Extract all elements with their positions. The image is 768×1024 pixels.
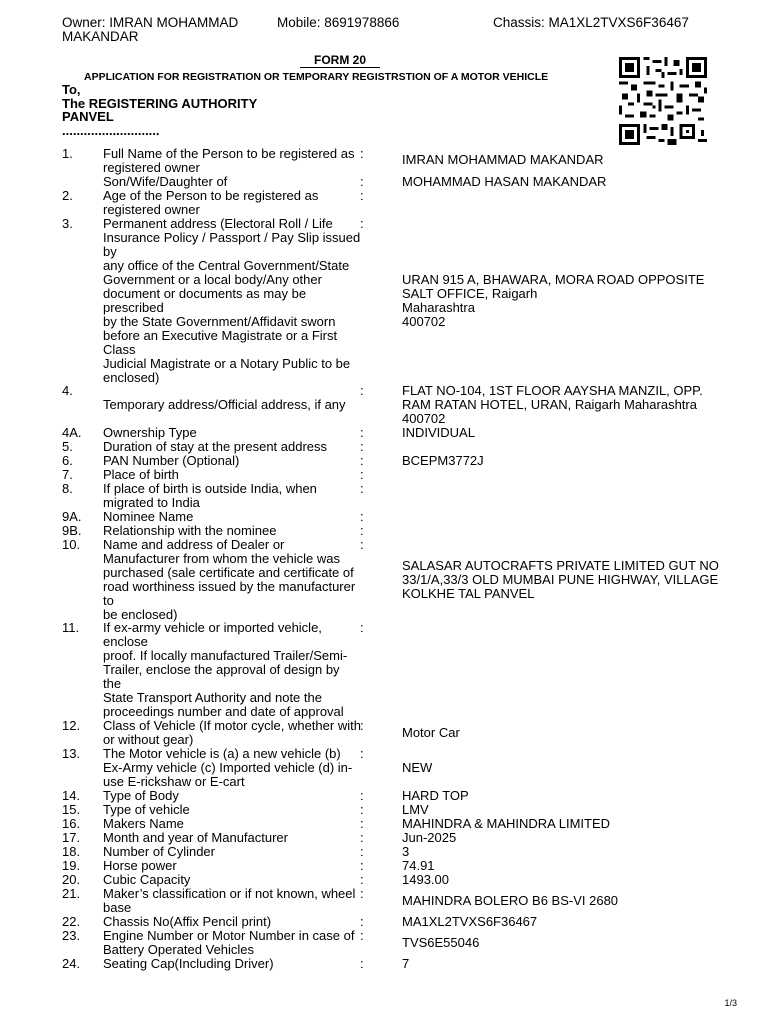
row-colon: : (360, 928, 364, 943)
row-label: Seating Cap(Including Driver) (103, 956, 274, 971)
row-number: 2. (62, 188, 73, 203)
row-number: 21. (62, 886, 81, 901)
row-label: If place of birth is outside India, when migrated to India (103, 481, 317, 510)
row-number: 6. (62, 453, 73, 468)
row-value: 3 (402, 844, 410, 859)
row-number: 16. (62, 816, 81, 831)
row-label: Makers Name (103, 816, 184, 831)
row-colon: : (360, 537, 364, 552)
form-subtitle: APPLICATION FOR REGISTRATION OR TEMPORARY REGISTRSTION OF A MOTOR VEHICLE (84, 71, 549, 83)
row-label: Place of birth (103, 467, 179, 482)
row-colon: : (360, 844, 364, 859)
row-number: 12. (62, 718, 81, 733)
row-label: Horse power (103, 858, 177, 873)
row-label: Relationship with the nominee (103, 523, 277, 538)
row-value: 7 (402, 956, 410, 971)
row-number: 8. (62, 481, 73, 496)
mobile-header: Mobile: 8691978866 (277, 15, 400, 30)
form-title: FORM 20 (300, 53, 380, 68)
chassis-header: Chassis: MA1XL2TVXS6F36467 (493, 15, 689, 30)
row-label: Chassis No(Affix Pencil print) (103, 914, 272, 929)
row-colon: : (360, 788, 364, 803)
addressee-authority: The REGISTERING AUTHORITY (62, 95, 258, 111)
row-value: FLAT NO-104, 1ST FLOOR AAYSHA MANZIL, OPP. RAM RATAN HOTEL, URAN, Raigarh Maharashtra 400702 (402, 383, 703, 426)
page-number: 1/3 (724, 998, 737, 1008)
row-value: MAHINDRA & MAHINDRA LIMITED (402, 816, 611, 831)
row-number: 9A. (62, 509, 82, 524)
row-label: Temporary address/Official address, if any (103, 397, 346, 412)
row-label: Type of vehicle (103, 802, 190, 817)
row-colon: : (360, 146, 364, 161)
row-value: 1493.00 (402, 872, 449, 887)
row-value: 74.91 (402, 858, 435, 873)
row-colon: : (360, 453, 364, 468)
row-number: 15. (62, 802, 81, 817)
row-number: 4. (62, 383, 73, 398)
addressee-place: PANVEL (62, 109, 114, 124)
row-label: Type of Body (103, 788, 179, 803)
row-value: NEW (402, 760, 433, 775)
row-colon: : (360, 383, 364, 398)
row-colon: : (360, 467, 364, 482)
row-value: TVS6E55046 (402, 935, 480, 950)
row-colon: : (360, 830, 364, 845)
row-number: 14. (62, 788, 81, 803)
addressee-to: To, (62, 82, 81, 97)
row-number: 18. (62, 844, 81, 859)
row-value: LMV (402, 802, 429, 817)
row-colon: : (360, 425, 364, 440)
row-colon: : (360, 523, 364, 538)
row-label: Permanent address (Electoral Roll / Life Insurance Policy / Passport / Pay Slip issued by any office of the Central Government/State Government or a local body/Any other document or documents as may be prescribed by the State Government/Affidavit sworn before an Executive Magistrate or a First Class Judicial Magistrate or a Notary Public to be enclosed) (103, 216, 361, 385)
qr-code-icon (617, 57, 709, 145)
row-number: 22. (62, 914, 81, 929)
row-number: 3. (62, 216, 73, 231)
row-label: Nominee Name (103, 509, 194, 524)
row-value: MOHAMMAD HASAN MAKANDAR (402, 174, 607, 189)
row-value: BCEPM3772J (402, 453, 484, 468)
row-number: 5. (62, 439, 73, 454)
row-colon: : (360, 956, 364, 971)
row-label: Month and year of Manufacturer (103, 830, 288, 845)
row-label: Cubic Capacity (103, 872, 191, 887)
row-value: Jun-2025 (402, 830, 457, 845)
row-number: 10. (62, 537, 81, 552)
row-number: 11. (62, 620, 80, 635)
row-value: MA1XL2TVXS6F36467 (402, 914, 538, 929)
row-number: 24. (62, 956, 81, 971)
row-label: Engine Number or Motor Number in case of Battery Operated Vehicles (103, 928, 355, 957)
addressee (62, 83, 257, 137)
row-colon: : (360, 509, 364, 524)
row-label: Full Name of the Person to be registered as registered owner (103, 146, 355, 175)
row-value: IMRAN MOHAMMAD MAKANDAR (402, 152, 604, 167)
row-value: URAN 915 A, BHAWARA, MORA ROAD OPPOSITE SALT OFFICE, Raigarh Maharashtra 400702 (402, 272, 705, 329)
row-colon: : (360, 914, 364, 929)
row-value: Motor Car (402, 725, 460, 740)
row-label: Number of Cylinder (103, 844, 215, 859)
row-colon: : (360, 872, 364, 887)
row-label: Maker’s classification or if not known, wheel base (103, 886, 356, 915)
row-value: MAHINDRA BOLERO B6 BS-VI 2680 (402, 893, 619, 908)
row-colon: : (360, 746, 364, 761)
row-colon: : (360, 718, 364, 733)
row-label: Age of the Person to be registered as registered owner (103, 188, 319, 217)
row-colon: : (360, 439, 364, 454)
row-label: If ex-army vehicle or imported vehicle, enclose proof. If locally manufactured Trailer/Semi-Trailer, enclose the approval of design by the State Transport Authority and note the proceedings number and date of approval (103, 620, 348, 719)
owner-header: Owner: IMRAN MOHAMMAD MAKANDAR (62, 15, 239, 44)
row-number: 1. (62, 146, 73, 161)
row-colon: : (360, 858, 364, 873)
row-label: The Motor vehicle is (a) a new vehicle (b) Ex-Army vehicle (c) Imported vehicle (d) in-use E-rickshaw or E-cart (103, 746, 353, 789)
row-label: PAN Number (Optional) (103, 453, 240, 468)
row-colon: : (360, 802, 364, 817)
row-colon: : (360, 481, 364, 496)
row-number: 4A. (62, 425, 82, 440)
row-number: 23. (62, 928, 81, 943)
row-label: Ownership Type (103, 425, 197, 440)
row-label: Son/Wife/Daughter of (103, 174, 228, 189)
row-value: SALASAR AUTOCRAFTS PRIVATE LIMITED GUT NO 33/1/A,33/3 OLD MUMBAI PUNE HIGHWAY, VILLAGE KOLKHE TAL PANVEL (402, 558, 719, 601)
row-label: Duration of stay at the present address (103, 439, 328, 454)
row-number: 13. (62, 746, 81, 761)
addressee-dots: ........................... (62, 122, 160, 138)
row-colon: : (360, 886, 364, 901)
row-number: 17. (62, 830, 81, 845)
row-number: 19. (62, 858, 81, 873)
row-colon: : (360, 620, 364, 635)
row-number: 20. (62, 872, 81, 887)
row-colon: : (360, 816, 364, 831)
row-colon: : (360, 216, 364, 231)
row-label: Class of Vehicle (If motor cycle, whether with or without gear) (103, 718, 361, 747)
row-number: 9B. (62, 523, 82, 538)
row-colon: : (360, 174, 364, 189)
row-number: 7. (62, 467, 73, 482)
row-value: HARD TOP (402, 788, 469, 803)
row-label: Name and address of Dealer or Manufacturer from whom the vehicle was purchased (sale certificate and certificate of road worthiness issued by the manufacturer to be enclosed) (103, 537, 356, 622)
row-colon: : (360, 188, 364, 203)
row-value: INDIVIDUAL (402, 425, 475, 440)
